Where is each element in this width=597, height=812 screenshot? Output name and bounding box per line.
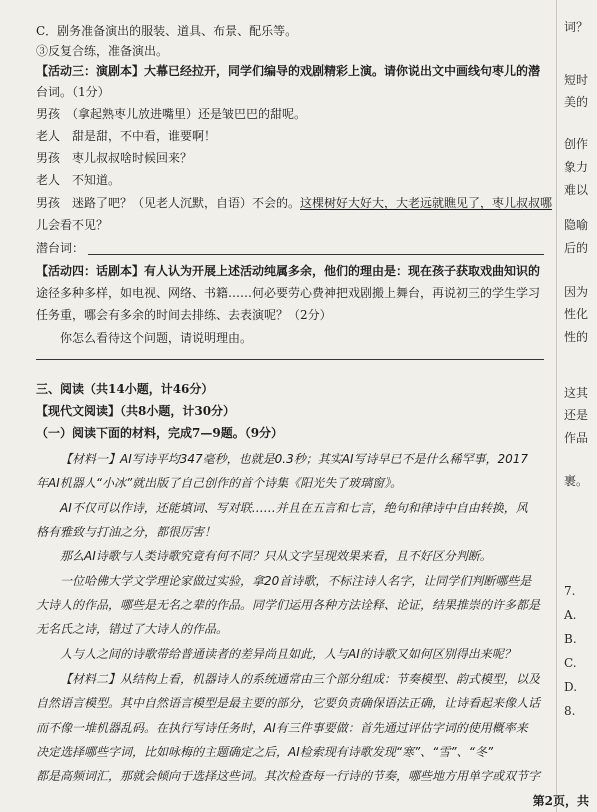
script-line-2: 老人 甜是甜，不中看，谁要啊！ bbox=[36, 129, 217, 143]
material-1-para-4-cont-1: 大诗人的作品，哪些是无名之辈的作品。同学们运用各种方法诠释、论证，结果推崇的许多都是 bbox=[36, 598, 541, 612]
material-2-line-2: 自然语言模型。其中自然语言模型是最主要的部分，它要负责确保语法正确，让诗看起来像人话 bbox=[36, 696, 541, 710]
right-col-15: 裹。 bbox=[564, 474, 589, 488]
script-line-5-text: 男孩 迷路了吧？（见老人沉默，自语）不会的。 bbox=[36, 196, 301, 210]
right-col-1: 词？ bbox=[564, 20, 589, 34]
right-col-14: 作品 bbox=[564, 431, 589, 445]
script-line-3: 男孩 枣儿叔叔啥时候回来？ bbox=[36, 151, 193, 165]
right-col-9: 因为 bbox=[564, 285, 589, 299]
right-col-q7-a: A. bbox=[564, 608, 577, 622]
activity-3-score: 台词。（1分） bbox=[36, 85, 110, 99]
underlined-sentence: 这棵树好大好大，大老远就瞧见了，枣儿叔叔哪 bbox=[300, 196, 553, 210]
passage-1-heading: （一）阅读下面的材料，完成7—9题。（9分） bbox=[36, 426, 284, 440]
material-1-para-2: AI不仅可以作诗，还能填词、写对联……并且在五言和七言，绝句和律诗中自由转换，风 bbox=[60, 501, 528, 515]
right-col-q7-c: C. bbox=[564, 656, 577, 670]
material-1-para-3: 那么AI诗歌与人类诗歌究竟有何不同？只从文字呈现效果来看，且不好区分判断。 bbox=[60, 549, 492, 563]
modern-reading-heading: 【现代文阅读】（共8小题，计30分） bbox=[36, 404, 236, 418]
material-2-line-5: 都是高频词汇，那就会倾向于选择这些词。其次检查每一行诗的节奏，哪些地方用单字或双节字 bbox=[36, 769, 541, 783]
activity-4-line-2: 途径多种多样，如电视、网络、书籍……何必要劳心费神把戏剧搬上舞台，再说初三的学生学习 bbox=[36, 286, 541, 300]
material-2-line-1: 【材料二】从结构上看，机器诗人的系统通常由三个部分组成：节奏模型、韵式模型，以及 bbox=[60, 672, 541, 686]
right-col-q8: 8. bbox=[564, 704, 576, 718]
right-col-q7-d: D. bbox=[564, 680, 578, 694]
right-col-q7-b: B. bbox=[564, 632, 577, 646]
right-col-5: 象力 bbox=[564, 160, 589, 174]
material-1-para-2-cont: 格有雅致与打油之分，都很厉害！ bbox=[36, 525, 217, 539]
step-3: ③反复合练，准备演出。 bbox=[36, 44, 169, 58]
subtext-label: 潜台词： bbox=[36, 241, 85, 255]
page-footer: 第2页，共 bbox=[532, 794, 589, 808]
material-1-para-5: 人与人之间的诗歌带给普通读者的差异尚且如此，人与AI的诗歌又如何区别得出来呢？ bbox=[60, 647, 516, 661]
material-1-para-4: 一位哈佛大学文学理论家做过实验，拿20首诗歌，不标注诗人名字，让同学们判断哪些是 bbox=[60, 574, 532, 588]
script-line-1: 男孩 （拿起熟枣儿放进嘴里）还是皱巴巴的甜呢。 bbox=[36, 107, 307, 121]
right-col-q7: 7. bbox=[564, 584, 576, 598]
script-line-5-cont: 儿会看不见？ bbox=[36, 218, 109, 232]
material-2-line-3: 而不像一堆机器乱码。在执行写诗任务时，AI有三件事要做：首先通过评估字词的使用概率来 bbox=[36, 721, 528, 735]
right-col-10: 性化 bbox=[564, 307, 589, 321]
right-col-11: 性的 bbox=[564, 330, 589, 344]
right-col-7: 隐喻 bbox=[564, 218, 589, 232]
right-col-3: 美的 bbox=[564, 95, 589, 109]
activity-3-title: 【活动三：演剧本】大幕已经拉开，同学们编导的戏剧精彩上演。请你说出文中画线句枣儿的潜 bbox=[36, 64, 541, 78]
material-1-para-4-cont-2: 无名氏之诗，错过了大诗人的作品。 bbox=[36, 622, 229, 636]
activity-4-answer-line[interactable] bbox=[36, 359, 544, 360]
right-col-12: 这其 bbox=[564, 386, 589, 400]
material-1-line-1: 【材料一】AI写诗平均347毫秒，也就是0.3秒；其实AI写诗早已不是什么稀罕事，2017 bbox=[60, 452, 529, 466]
right-col-2: 短时 bbox=[564, 73, 589, 87]
material-1-line-2: 年AI机器人“小冰”就出版了自己创作的首个诗集《阳光失了玻璃窗》。 bbox=[36, 476, 403, 490]
option-c: C．剧务准备演出的服装、道具、布景、配乐等。 bbox=[36, 24, 298, 38]
right-col-8: 后的 bbox=[564, 241, 589, 255]
subtext-answer-line[interactable] bbox=[88, 254, 544, 255]
page-fold bbox=[556, 0, 557, 812]
right-col-4: 创作 bbox=[564, 137, 589, 151]
activity-4-line-3: 任务重，哪会有多余的时间去排练、去表演呢？（2分） bbox=[36, 308, 332, 322]
section-3-heading: 三、阅读（共14小题，计46分） bbox=[36, 382, 214, 396]
material-2-line-4: 决定选择哪些字词，比如咏梅的主题确定之后，AI检索现有诗歌发现“寒”、“雪”、“冬” bbox=[36, 745, 494, 759]
right-col-6: 难以 bbox=[564, 183, 589, 197]
script-line-4: 老人 不知道。 bbox=[36, 173, 121, 187]
activity-4-title: 【活动四：话剧本】有人认为开展上述活动纯属多余，他们的理由是：现在孩子获取戏曲知识的 bbox=[36, 264, 541, 278]
script-line-5 bbox=[36, 196, 552, 211]
right-col-13: 还是 bbox=[564, 408, 589, 422]
activity-4-question: 你怎么看待这个问题，请说明理由。 bbox=[60, 331, 253, 345]
